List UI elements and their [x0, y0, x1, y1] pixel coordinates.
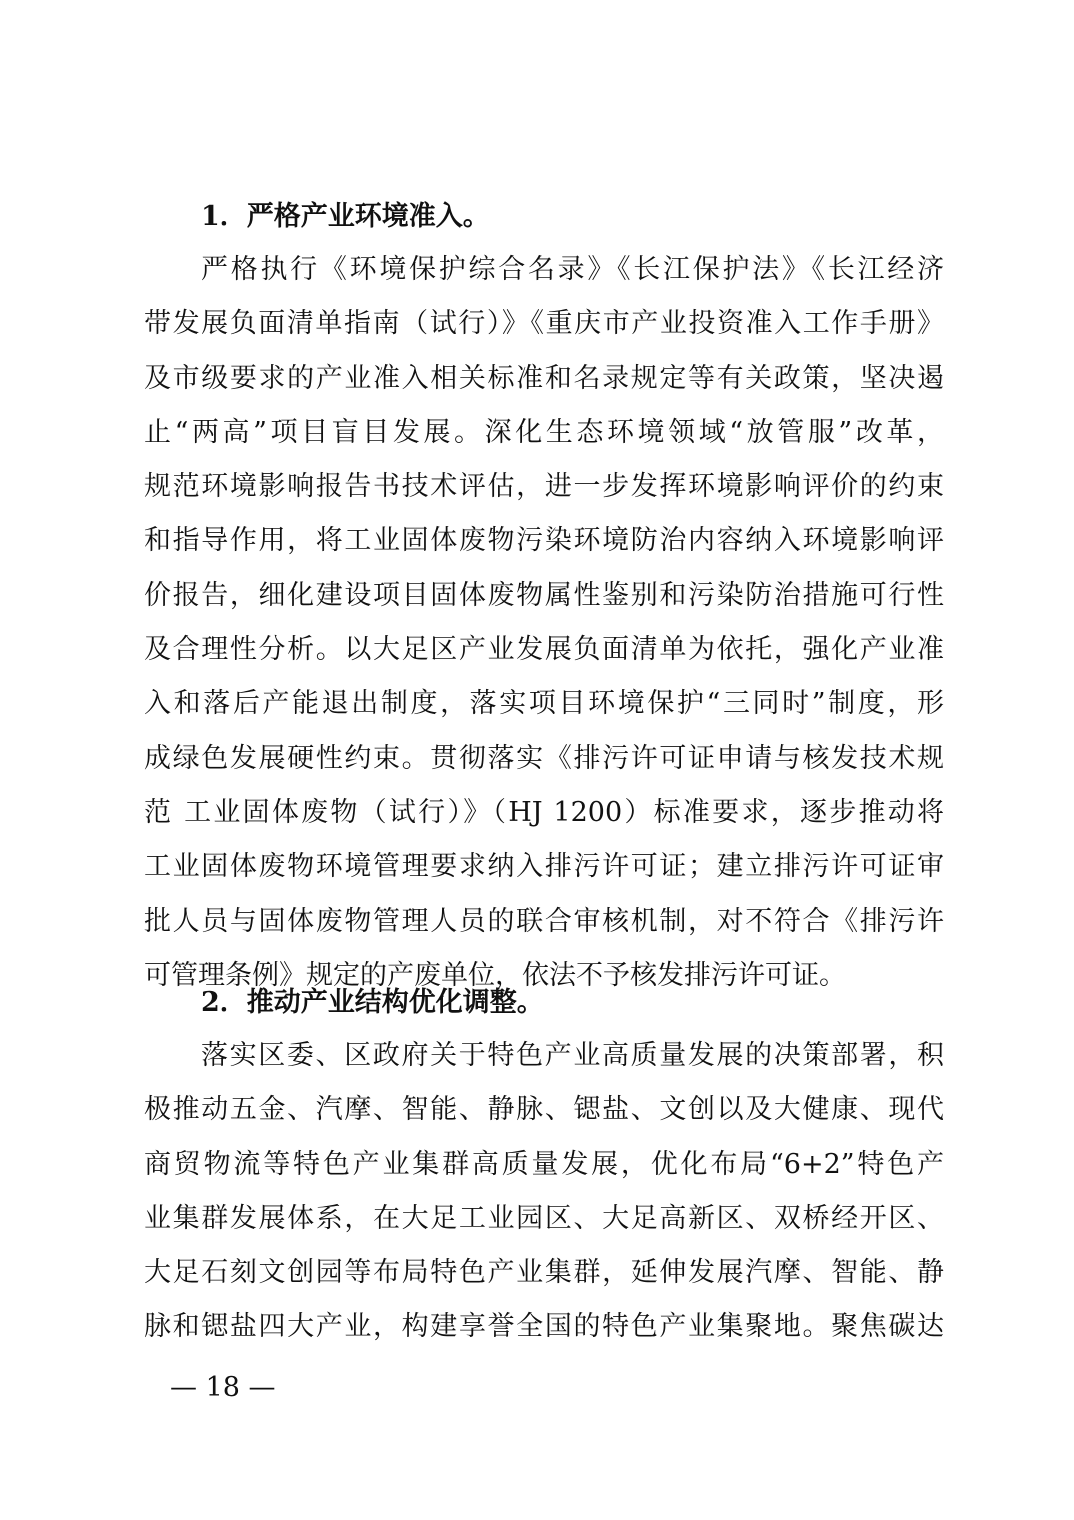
paragraph-line: 规范环境影响报告书技术评估，进一步发挥环境影响评价的约束: [144, 471, 944, 503]
paragraph-line: 极推动五金、汽摩、智能、静脉、锶盐、文创以及大健康、现代: [144, 1094, 944, 1126]
paragraph-line: 大足石刻文创园等布局特色产业集群，延伸发展汽摩、智能、静: [144, 1257, 944, 1289]
section-2-heading: 2．推动产业结构优化调整。: [201, 987, 544, 1018]
paragraph-line: 和指导作用，将工业固体废物污染环境防治内容纳入环境影响评: [144, 525, 944, 557]
paragraph-line: 业集群发展体系，在大足工业园区、大足高新区、双桥经开区、: [144, 1202, 944, 1234]
paragraph-line: 批人员与固体废物管理人员的联合审核机制，对不符合《排污许: [144, 905, 944, 937]
section-2-body: [144, 1029, 944, 1355]
paragraph-line: 严格执行《环境保护综合名录》《长江保护法》《长江经济: [201, 254, 944, 285]
section-1-body: [144, 243, 944, 1003]
paragraph-line: 成绿色发展硬性约束。贯彻落实《排污许可证申请与核发技术规: [144, 742, 944, 774]
paragraph-line: 及市级要求的产业准入相关标准和名录规定等有关政策，坚决遏: [144, 362, 944, 394]
paragraph-line: 可管理条例》规定的产废单位，依法不予核发排污许可证。: [144, 959, 846, 991]
paragraph-line: 带发展负面清单指南（试行）》《重庆市产业投资准入工作手册》: [144, 308, 944, 340]
paragraph-line: 及合理性分析。以大足区产业发展负面清单为依托，强化产业准: [144, 634, 944, 666]
paragraph-line: 价报告，细化建设项目固体废物属性鉴别和污染防治措施可行性: [144, 579, 944, 611]
page-number: — 18 —: [170, 1372, 276, 1403]
paragraph-line: 脉和锶盐四大产业，构建享誉全国的特色产业集聚地。聚焦碳达: [144, 1311, 944, 1343]
paragraph-line: 工业固体废物环境管理要求纳入排污许可证；建立排污许可证审: [144, 851, 944, 883]
paragraph-line: 入和落后产能退出制度，落实项目环境保护“三同时”制度，形: [144, 688, 944, 720]
paragraph-line: 范 工业固体废物（试行）》（HJ 1200）标准要求，逐步推动将: [144, 796, 944, 828]
paragraph-line: 落实区委、区政府关于特色产业高质量发展的决策部署，积: [201, 1040, 944, 1071]
paragraph-line: 止“两高”项目盲目发展。深化生态环境领域“放管服”改革，: [144, 416, 944, 448]
section-1-heading: 1．严格产业环境准入。: [201, 201, 490, 232]
paragraph-line: 商贸物流等特色产业集群高质量发展，优化布局“6+2”特色产: [144, 1148, 944, 1180]
